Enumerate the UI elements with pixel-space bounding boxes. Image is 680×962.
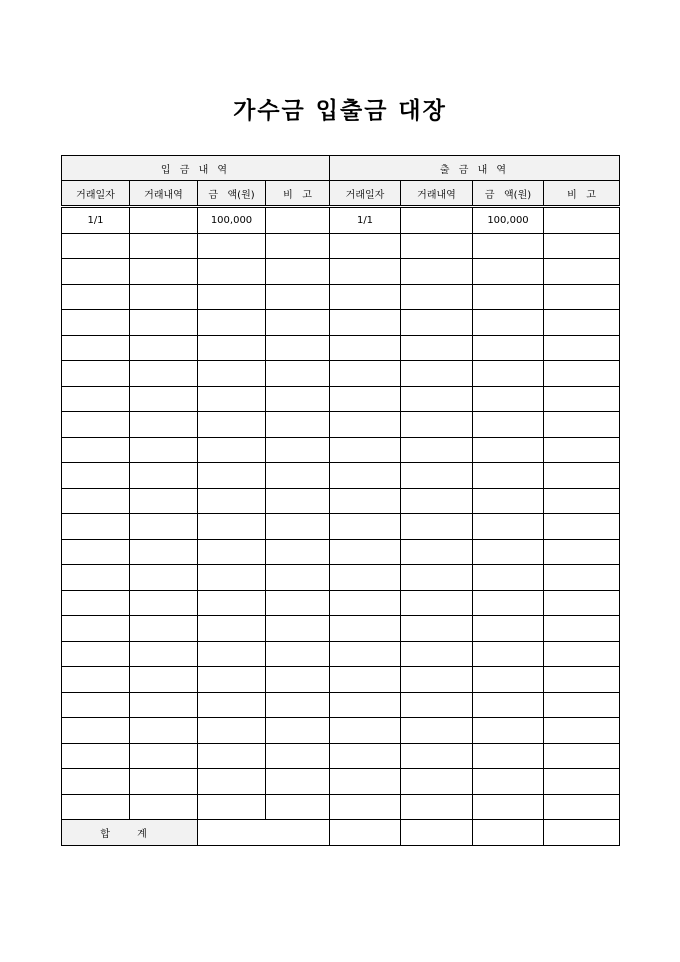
table-cell[interactable] xyxy=(198,335,266,361)
table-cell[interactable] xyxy=(266,335,330,361)
table-cell[interactable] xyxy=(544,565,620,591)
table-cell[interactable] xyxy=(62,310,130,336)
table-cell[interactable] xyxy=(544,437,620,463)
table-cell[interactable] xyxy=(401,259,473,285)
table-cell[interactable] xyxy=(62,692,130,718)
table-cell[interactable] xyxy=(62,488,130,514)
table-cell[interactable] xyxy=(330,565,401,591)
table-cell[interactable] xyxy=(130,488,198,514)
table-cell[interactable] xyxy=(62,412,130,438)
table-row xyxy=(62,718,620,744)
table-cell[interactable] xyxy=(401,335,473,361)
table-row xyxy=(62,769,620,795)
total-label: 합 계 xyxy=(62,820,198,846)
table-cell[interactable] xyxy=(266,590,330,616)
table-cell[interactable] xyxy=(544,667,620,693)
ledger-table xyxy=(61,155,620,846)
table-cell[interactable] xyxy=(401,667,473,693)
table-cell[interactable] xyxy=(130,539,198,565)
table-cell[interactable] xyxy=(401,641,473,667)
table-cell[interactable] xyxy=(330,335,401,361)
table-cell[interactable] xyxy=(473,769,544,795)
table-cell[interactable] xyxy=(62,641,130,667)
table-row xyxy=(62,207,620,234)
table-cell[interactable] xyxy=(473,310,544,336)
table-cell[interactable] xyxy=(62,361,130,387)
table-cell[interactable] xyxy=(544,386,620,412)
table-cell[interactable] xyxy=(544,207,620,234)
table-cell[interactable] xyxy=(544,718,620,744)
table-cell[interactable] xyxy=(473,539,544,565)
table-cell[interactable] xyxy=(266,641,330,667)
table-cell[interactable] xyxy=(473,641,544,667)
table-cell[interactable] xyxy=(62,539,130,565)
table-cell[interactable] xyxy=(198,565,266,591)
table-cell[interactable] xyxy=(130,616,198,642)
table-cell[interactable] xyxy=(130,769,198,795)
table-cell[interactable] xyxy=(266,667,330,693)
column-header-row xyxy=(62,181,620,207)
table-cell[interactable] xyxy=(544,514,620,540)
table-cell[interactable] xyxy=(330,361,401,387)
table-cell[interactable] xyxy=(330,769,401,795)
table-cell[interactable] xyxy=(330,667,401,693)
table-cell[interactable]: 1/1 xyxy=(62,207,130,234)
table-cell[interactable] xyxy=(130,412,198,438)
table-cell[interactable] xyxy=(473,488,544,514)
column-header: 거래내역 xyxy=(130,181,198,207)
table-cell[interactable] xyxy=(544,310,620,336)
table-cell[interactable]: 100,000 xyxy=(198,207,266,234)
table-cell[interactable] xyxy=(130,361,198,387)
table-cell[interactable] xyxy=(266,539,330,565)
table-cell[interactable]: 1/1 xyxy=(330,207,401,234)
table-cell[interactable] xyxy=(330,310,401,336)
table-cell[interactable] xyxy=(473,233,544,259)
table-cell[interactable] xyxy=(473,616,544,642)
table-row xyxy=(62,641,620,667)
table-cell[interactable] xyxy=(198,412,266,438)
table-cell[interactable] xyxy=(266,361,330,387)
table-cell[interactable] xyxy=(62,794,130,820)
table-cell[interactable] xyxy=(266,488,330,514)
table-cell[interactable] xyxy=(330,718,401,744)
table-cell[interactable] xyxy=(473,743,544,769)
table-cell[interactable] xyxy=(198,769,266,795)
table-cell[interactable] xyxy=(130,794,198,820)
table-cell[interactable] xyxy=(198,437,266,463)
table-cell[interactable] xyxy=(62,718,130,744)
table-cell[interactable] xyxy=(544,412,620,438)
table-cell[interactable] xyxy=(401,412,473,438)
table-cell[interactable] xyxy=(544,641,620,667)
table-cell[interactable] xyxy=(330,514,401,540)
table-cell[interactable] xyxy=(401,233,473,259)
table-cell[interactable] xyxy=(198,590,266,616)
table-cell[interactable] xyxy=(62,386,130,412)
table-row xyxy=(62,412,620,438)
table-cell[interactable] xyxy=(330,463,401,489)
table-cell[interactable] xyxy=(401,794,473,820)
table-cell[interactable] xyxy=(130,718,198,744)
table-cell[interactable] xyxy=(198,718,266,744)
table-cell[interactable] xyxy=(62,284,130,310)
table-cell[interactable] xyxy=(198,284,266,310)
table-cell[interactable] xyxy=(198,667,266,693)
table-cell[interactable]: 100,000 xyxy=(473,207,544,234)
table-cell[interactable] xyxy=(62,259,130,285)
table-row xyxy=(62,233,620,259)
table-cell[interactable] xyxy=(330,743,401,769)
table-cell[interactable] xyxy=(198,386,266,412)
table-cell[interactable] xyxy=(401,539,473,565)
table-cell[interactable] xyxy=(473,794,544,820)
table-cell[interactable] xyxy=(266,207,330,234)
table-cell[interactable] xyxy=(130,259,198,285)
table-cell[interactable] xyxy=(544,361,620,387)
table-cell[interactable] xyxy=(62,437,130,463)
table-cell[interactable] xyxy=(401,514,473,540)
table-cell[interactable] xyxy=(198,259,266,285)
table-cell[interactable] xyxy=(266,233,330,259)
table-cell[interactable] xyxy=(266,514,330,540)
table-cell[interactable] xyxy=(130,310,198,336)
total-withdraw-cell[interactable] xyxy=(473,820,544,846)
table-cell[interactable] xyxy=(473,361,544,387)
table-cell[interactable] xyxy=(130,743,198,769)
table-cell[interactable] xyxy=(62,769,130,795)
table-cell[interactable] xyxy=(401,284,473,310)
table-cell[interactable] xyxy=(544,233,620,259)
table-row xyxy=(62,488,620,514)
table-row xyxy=(62,667,620,693)
total-row xyxy=(62,820,620,846)
table-cell[interactable] xyxy=(473,463,544,489)
total-withdraw-cell[interactable] xyxy=(330,820,401,846)
table-cell[interactable] xyxy=(544,463,620,489)
table-cell[interactable] xyxy=(544,539,620,565)
table-row xyxy=(62,335,620,361)
table-cell[interactable] xyxy=(266,692,330,718)
table-cell[interactable] xyxy=(198,539,266,565)
table-cell[interactable] xyxy=(62,335,130,361)
table-cell[interactable] xyxy=(330,412,401,438)
table-cell[interactable] xyxy=(473,335,544,361)
section-header-row xyxy=(62,156,620,181)
table-cell[interactable] xyxy=(544,335,620,361)
total-withdraw-cell[interactable] xyxy=(544,820,620,846)
table-row xyxy=(62,692,620,718)
deposit-section-label: 입 금 내 역 xyxy=(62,156,330,181)
table-cell[interactable] xyxy=(544,794,620,820)
table-cell[interactable] xyxy=(473,718,544,744)
table-cell[interactable] xyxy=(62,233,130,259)
table-cell[interactable] xyxy=(62,743,130,769)
table-cell[interactable] xyxy=(266,794,330,820)
table-cell[interactable] xyxy=(198,616,266,642)
table-cell[interactable] xyxy=(130,386,198,412)
table-row xyxy=(62,539,620,565)
table-cell[interactable] xyxy=(473,386,544,412)
table-cell[interactable] xyxy=(266,565,330,591)
column-header: 거래일자 xyxy=(62,181,130,207)
table-cell[interactable] xyxy=(473,565,544,591)
table-cell[interactable] xyxy=(130,641,198,667)
column-header: 금 액(원) xyxy=(473,181,544,207)
table-cell[interactable] xyxy=(330,692,401,718)
table-cell[interactable] xyxy=(266,743,330,769)
table-row xyxy=(62,743,620,769)
column-header: 비 고 xyxy=(544,181,620,207)
table-cell[interactable] xyxy=(330,590,401,616)
table-cell[interactable] xyxy=(130,463,198,489)
table-cell[interactable] xyxy=(198,361,266,387)
table-cell[interactable] xyxy=(62,514,130,540)
table-cell[interactable] xyxy=(198,641,266,667)
column-header: 비 고 xyxy=(266,181,330,207)
table-cell[interactable] xyxy=(330,437,401,463)
column-header: 거래내역 xyxy=(401,181,473,207)
table-cell[interactable] xyxy=(544,284,620,310)
total-withdraw-cell[interactable] xyxy=(401,820,473,846)
table-cell[interactable] xyxy=(330,488,401,514)
table-cell[interactable] xyxy=(130,565,198,591)
table-row xyxy=(62,259,620,285)
table-cell[interactable] xyxy=(401,743,473,769)
table-row xyxy=(62,361,620,387)
table-cell[interactable] xyxy=(266,437,330,463)
table-row xyxy=(62,437,620,463)
table-cell[interactable] xyxy=(130,692,198,718)
table-cell[interactable] xyxy=(198,310,266,336)
table-cell[interactable] xyxy=(62,616,130,642)
table-cell[interactable] xyxy=(401,590,473,616)
table-cell[interactable] xyxy=(330,794,401,820)
table-cell[interactable] xyxy=(130,207,198,234)
column-header: 금 액(원) xyxy=(198,181,266,207)
table-cell[interactable] xyxy=(330,386,401,412)
table-cell[interactable] xyxy=(544,488,620,514)
table-cell[interactable] xyxy=(473,259,544,285)
table-row xyxy=(62,463,620,489)
table-cell[interactable] xyxy=(473,667,544,693)
table-cell[interactable] xyxy=(330,539,401,565)
table-cell[interactable] xyxy=(266,616,330,642)
table-cell[interactable] xyxy=(130,437,198,463)
table-cell[interactable] xyxy=(330,233,401,259)
table-cell[interactable] xyxy=(401,616,473,642)
table-cell[interactable] xyxy=(198,488,266,514)
table-cell[interactable] xyxy=(330,259,401,285)
table-cell[interactable] xyxy=(266,718,330,744)
table-cell[interactable] xyxy=(130,233,198,259)
table-cell[interactable] xyxy=(198,514,266,540)
table-row xyxy=(62,284,620,310)
table-row xyxy=(62,310,620,336)
total-deposit-amount[interactable] xyxy=(198,820,330,846)
table-cell[interactable] xyxy=(544,259,620,285)
table-cell[interactable] xyxy=(544,769,620,795)
table-cell[interactable] xyxy=(266,412,330,438)
table-cell[interactable] xyxy=(198,743,266,769)
table-cell[interactable] xyxy=(401,310,473,336)
table-cell[interactable] xyxy=(266,259,330,285)
table-cell[interactable] xyxy=(130,514,198,540)
table-cell[interactable] xyxy=(401,463,473,489)
table-cell[interactable] xyxy=(544,590,620,616)
table-cell[interactable] xyxy=(544,616,620,642)
table-cell[interactable] xyxy=(130,335,198,361)
table-cell[interactable] xyxy=(62,565,130,591)
table-cell[interactable] xyxy=(266,463,330,489)
table-cell[interactable] xyxy=(401,718,473,744)
table-cell[interactable] xyxy=(473,692,544,718)
table-cell[interactable] xyxy=(198,233,266,259)
table-cell[interactable] xyxy=(330,641,401,667)
table-cell[interactable] xyxy=(130,590,198,616)
table-cell[interactable] xyxy=(544,743,620,769)
table-cell[interactable] xyxy=(401,437,473,463)
table-row xyxy=(62,514,620,540)
table-cell[interactable] xyxy=(330,616,401,642)
withdraw-section-label: 출 금 내 역 xyxy=(330,156,620,181)
table-cell[interactable] xyxy=(401,488,473,514)
table-cell[interactable] xyxy=(62,463,130,489)
table-cell[interactable] xyxy=(473,437,544,463)
column-header: 거래일자 xyxy=(330,181,401,207)
table-cell[interactable] xyxy=(401,565,473,591)
table-row xyxy=(62,794,620,820)
table-cell[interactable] xyxy=(330,284,401,310)
table-cell[interactable] xyxy=(473,412,544,438)
table-cell[interactable] xyxy=(198,463,266,489)
table-cell[interactable] xyxy=(266,284,330,310)
table-cell[interactable] xyxy=(130,667,198,693)
table-cell[interactable] xyxy=(473,590,544,616)
table-cell[interactable] xyxy=(266,310,330,336)
table-cell[interactable] xyxy=(62,667,130,693)
table-cell[interactable] xyxy=(266,769,330,795)
table-cell[interactable] xyxy=(198,794,266,820)
table-cell[interactable] xyxy=(401,769,473,795)
table-cell[interactable] xyxy=(62,590,130,616)
table-cell[interactable] xyxy=(401,207,473,234)
table-row xyxy=(62,616,620,642)
table-cell[interactable] xyxy=(130,284,198,310)
table-row xyxy=(62,565,620,591)
table-cell[interactable] xyxy=(544,692,620,718)
table-cell[interactable] xyxy=(401,386,473,412)
table-cell[interactable] xyxy=(266,386,330,412)
table-cell[interactable] xyxy=(473,284,544,310)
table-cell[interactable] xyxy=(473,514,544,540)
table-cell[interactable] xyxy=(401,692,473,718)
page-title: 가수금 입출금 대장 xyxy=(233,98,447,124)
table-row xyxy=(62,386,620,412)
table-cell[interactable] xyxy=(401,361,473,387)
table-row xyxy=(62,590,620,616)
table-cell[interactable] xyxy=(198,692,266,718)
